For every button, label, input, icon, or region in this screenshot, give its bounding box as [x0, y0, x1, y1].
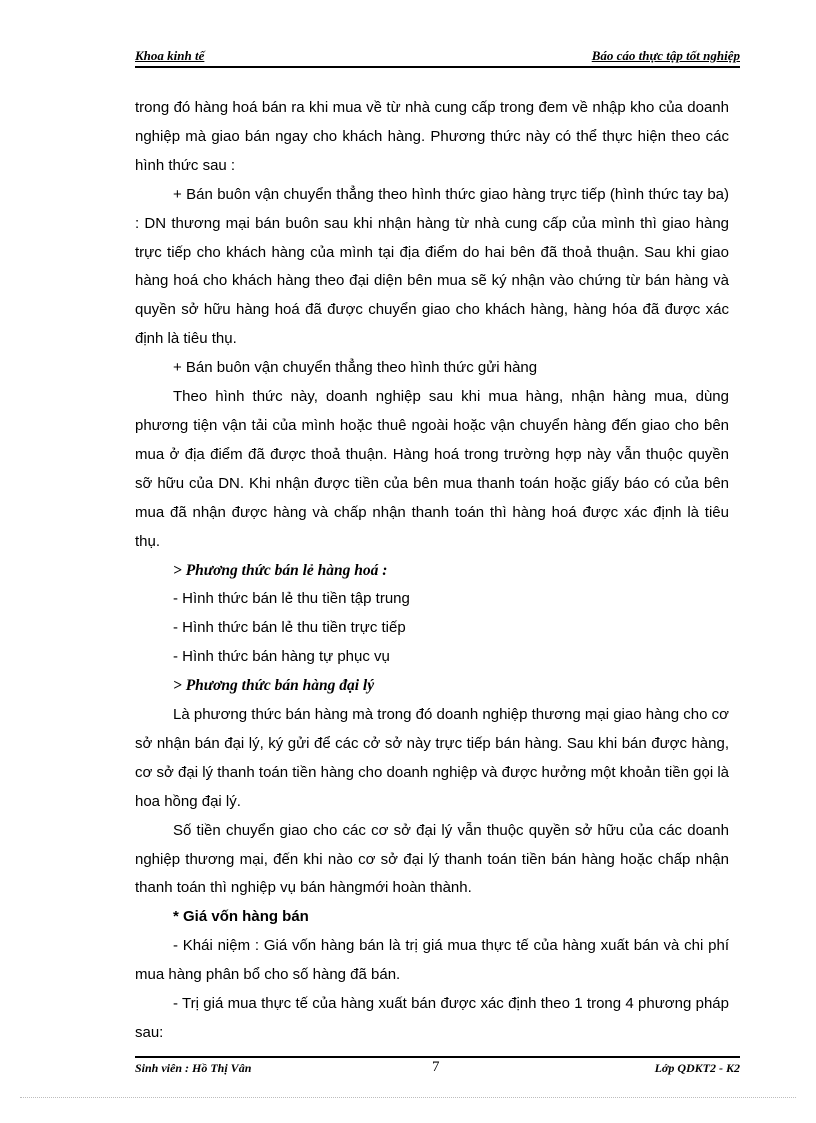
header-divider [135, 66, 740, 68]
header-faculty: Khoa kinh tế [135, 48, 205, 63]
page-footer [135, 1061, 740, 1077]
paragraph-direct-delivery: + Bán buôn vận chuyển thẳng theo hình thức giao hàng trực tiếp (hình thức tay ba) : DN thương mại bán buôn sau khi nhận hàng từ nhà cung cấp của mình thì giao hàng trực tiếp cho khách hàng của mình tại địa điểm do hai bên đã thoả thuận. Sau khi giao hàng hoá cho khách hàng theo đại diện bên mua sẽ ký nhận vào chứng từ bán hàng và quyền sở hữu hàng hoá đã được chuyển giao cho khách hàng, hàng hóa đã được xác định là tiêu thụ. [135, 185, 729, 348]
paragraph-agency-ownership: Số tiền chuyển giao cho các cơ sở đại lý vẫn thuộc quyền sở hữu của các doanh nghiệp thương mại, đến khi nào cơ sở đại lý thanh toán tiền bán hàng hoặc chấp nhận thanh toán thì nghiệp vụ bán hàngmới hoàn thành. [135, 821, 729, 897]
header-report-title: Báo cáo thực tập tốt nghiệp [591, 48, 740, 63]
paragraph-shipping-heading: + Bán buôn vận chuyển thẳng theo hình thức gửi hàng [173, 359, 538, 377]
list-item-self-service: - Hình thức bán hàng tự phục vụ [173, 648, 390, 666]
page-header [135, 48, 740, 66]
document-body [135, 94, 729, 1048]
heading-agency-method: > Phương thức bán hàng đại lý [173, 677, 375, 695]
page-number: 7 [432, 1059, 440, 1075]
footer-student: Sinh viên : Hồ Thị Vân [135, 1061, 252, 1075]
paragraph-cost-methods: - Trị giá mua thực tế của hàng xuất bán được xác định theo 1 trong 4 phương pháp sau: [135, 995, 729, 1041]
page-boundary [20, 1097, 796, 1098]
list-item-retail-central: - Hình thức bán lẻ thu tiền tập trung [173, 590, 410, 608]
paragraph-shipping-detail: Theo hình thức này, doanh nghiệp sau khi mua hàng, nhận hàng mua, dùng phương tiện vận tải của mình hoặc thuê ngoài hoặc vận chuyển hàng đến giao cho bên mua ở địa điểm đã được thoả thuận. Hàng hoá trong trường hợp này vẫn thuộc quyền sỡ hữu của DN. Khi nhận được tiền của bên mua thanh toán hoặc giấy báo có của bên mua đã nhận được hàng và chấp nhận thanh toán thì hàng hoá được xác định là tiêu thụ. [135, 388, 729, 550]
list-item-retail-direct: - Hình thức bán lẻ thu tiền trực tiếp [173, 619, 406, 637]
heading-retail-method: > Phương thức bán lẻ hàng hoá : [173, 561, 388, 579]
footer-divider [135, 1056, 740, 1058]
heading-cost-of-goods: * Giá vốn hàng bán [173, 908, 309, 926]
footer-class: Lớp QDKT2 - K2 [654, 1061, 740, 1075]
paragraph-agency-detail: Là phương thức bán hàng mà trong đó doanh nghiệp thương mại giao hàng cho cơ sở nhận bán đại lý, ký gửi để các cở sở này trực tiếp bán hàng. Sau khi bán được hàng, cơ sở đại lý thanh toán tiền hàng cho doanh nghiệp và được hưởng một khoản tiền gọi là hoa hồng đại lý. [135, 706, 729, 810]
paragraph-cost-definition: - Khái niệm : Giá vốn hàng bán là trị giá mua thực tế của hàng xuất bán và chi phí mua hàng phân bổ cho số hàng đã bán. [135, 937, 729, 984]
paragraph-intro: trong đó hàng hoá bán ra khi mua về từ nhà cung cấp trong đem về nhập kho của doanh nghiệp mà giao bán ngay cho khách hàng. Phương thức này có thể thực hiện theo các hình thức sau : [135, 99, 729, 174]
